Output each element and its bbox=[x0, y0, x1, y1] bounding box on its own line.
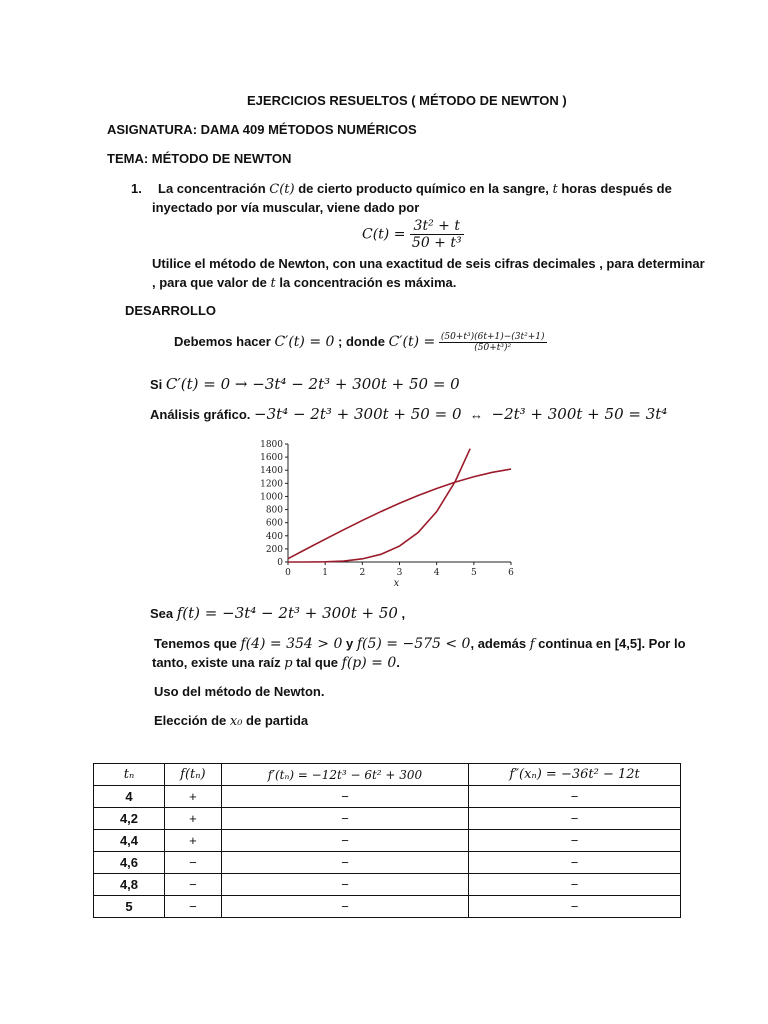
sign-table bbox=[93, 763, 681, 918]
si-line: Si C′(t) = 0 → −3t⁴ − 2t³ + 300t + 50 = 0 bbox=[150, 375, 460, 393]
analisis-line: Análisis gráfico. −3t⁴ − 2t³ + 300t + 50 = 0 ↔ −2t³ + 300t + 50 = 3t⁴ bbox=[150, 405, 668, 423]
x-tick-label: 6 bbox=[508, 568, 514, 578]
table-row: 4,4 + − − bbox=[94, 830, 681, 852]
table-row: 4,2 + − − bbox=[94, 808, 681, 830]
problem-line-3: Utilice el método de Newton, con una exactitud de seis cifras decimales , para determinar bbox=[152, 256, 705, 271]
derivative-numerator: (50+t³)(6t+1)−(3t²+1) bbox=[440, 332, 545, 342]
header-tn: tₙ bbox=[94, 764, 165, 786]
y-tick-label: 200 bbox=[265, 544, 283, 555]
y-tick-label: 0 bbox=[277, 558, 283, 568]
sea-line: Sea f(t) = −3t⁴ − 2t³ + 300t + 50 , bbox=[150, 604, 406, 622]
table-row: 4,8 − − − bbox=[94, 874, 681, 896]
y-tick-label: 1200 bbox=[260, 479, 283, 490]
problem-line-1: La concentración C(t) de cierto producto químico en la sangre, t horas después de bbox=[158, 181, 672, 197]
y-tick-label: 1600 bbox=[260, 453, 283, 464]
x-tick-label: 3 bbox=[396, 568, 403, 578]
concentration-formula: C(t) = $\frac{\text{3t² + t}}{\text{50 + t³}}$ bbox=[362, 218, 462, 251]
chart-series bbox=[288, 449, 511, 562]
y-tick-label: 400 bbox=[265, 531, 283, 542]
desarrollo-heading: DESARROLLO bbox=[125, 303, 216, 318]
derivative-denominator: (50+t³)² bbox=[474, 343, 512, 353]
x-tick-label: 0 bbox=[285, 568, 291, 578]
document-title: EJERCICIOS RESUELTOS ( MÉTODO DE NEWTON ) bbox=[247, 93, 567, 108]
table-row: 4,6 − − − bbox=[94, 852, 681, 874]
tema-line: TEMA: MÉTODO DE NEWTON bbox=[107, 151, 292, 166]
table-row: 5 − − − bbox=[94, 896, 681, 918]
tenemos-line: Tenemos que f(4) = 354 > 0 y f(5) = −575 < 0, además f continua en [4,5]. Por lo bbox=[154, 636, 686, 652]
table-header-row bbox=[94, 764, 681, 786]
header-f-prime: f′(tₙ) = −12t³ − 6t² + 300 bbox=[221, 764, 468, 786]
chart-axes bbox=[260, 440, 514, 589]
formula-denominator: 50 + t³ bbox=[411, 235, 462, 251]
y-tick-label: 1400 bbox=[260, 466, 283, 477]
header-f-double-prime: f″(xₙ) = −36t² − 12t bbox=[469, 764, 681, 786]
intersection-chart bbox=[252, 436, 532, 594]
asignatura-line: ASIGNATURA: DAMA 409 MÉTODOS NUMÉRICOS bbox=[107, 122, 417, 137]
x-axis-label: x bbox=[393, 578, 400, 589]
x-tick-label: 4 bbox=[433, 568, 440, 578]
tanto-line: tanto, existe una raíz p tal que f(p) = 0. bbox=[152, 655, 400, 671]
formula-numerator: 3t² + t bbox=[410, 218, 464, 235]
debemos-line: Debemos hacer C′(t) = 0 ; donde C′(t) = $\frac{\text{(50+t³)(6t+1)−(3t²+1)}}{\text{(50+t³)²}}$ bbox=[174, 332, 545, 353]
table-row: 4 + − − bbox=[94, 786, 681, 808]
uso-line: Uso del método de Newton. bbox=[154, 684, 325, 699]
header-f: f(tₙ) bbox=[165, 764, 222, 786]
y-tick-label: 1800 bbox=[260, 440, 283, 450]
problem-line-2: inyectado por vía muscular, viene dado por bbox=[152, 200, 420, 215]
x-tick-label: 1 bbox=[322, 568, 329, 578]
y-tick-label: 600 bbox=[265, 518, 283, 529]
x-tick-label: 2 bbox=[359, 568, 366, 578]
eleccion-line: Elección de x₀ de partida bbox=[154, 713, 309, 729]
y-tick-label: 800 bbox=[265, 505, 283, 516]
x-tick-label: 5 bbox=[470, 568, 477, 578]
y-tick-label: 1000 bbox=[260, 492, 283, 503]
problem-number: 1. bbox=[131, 181, 142, 196]
problem-line-4: , para que valor de t la concentración es máxima. bbox=[152, 275, 457, 291]
